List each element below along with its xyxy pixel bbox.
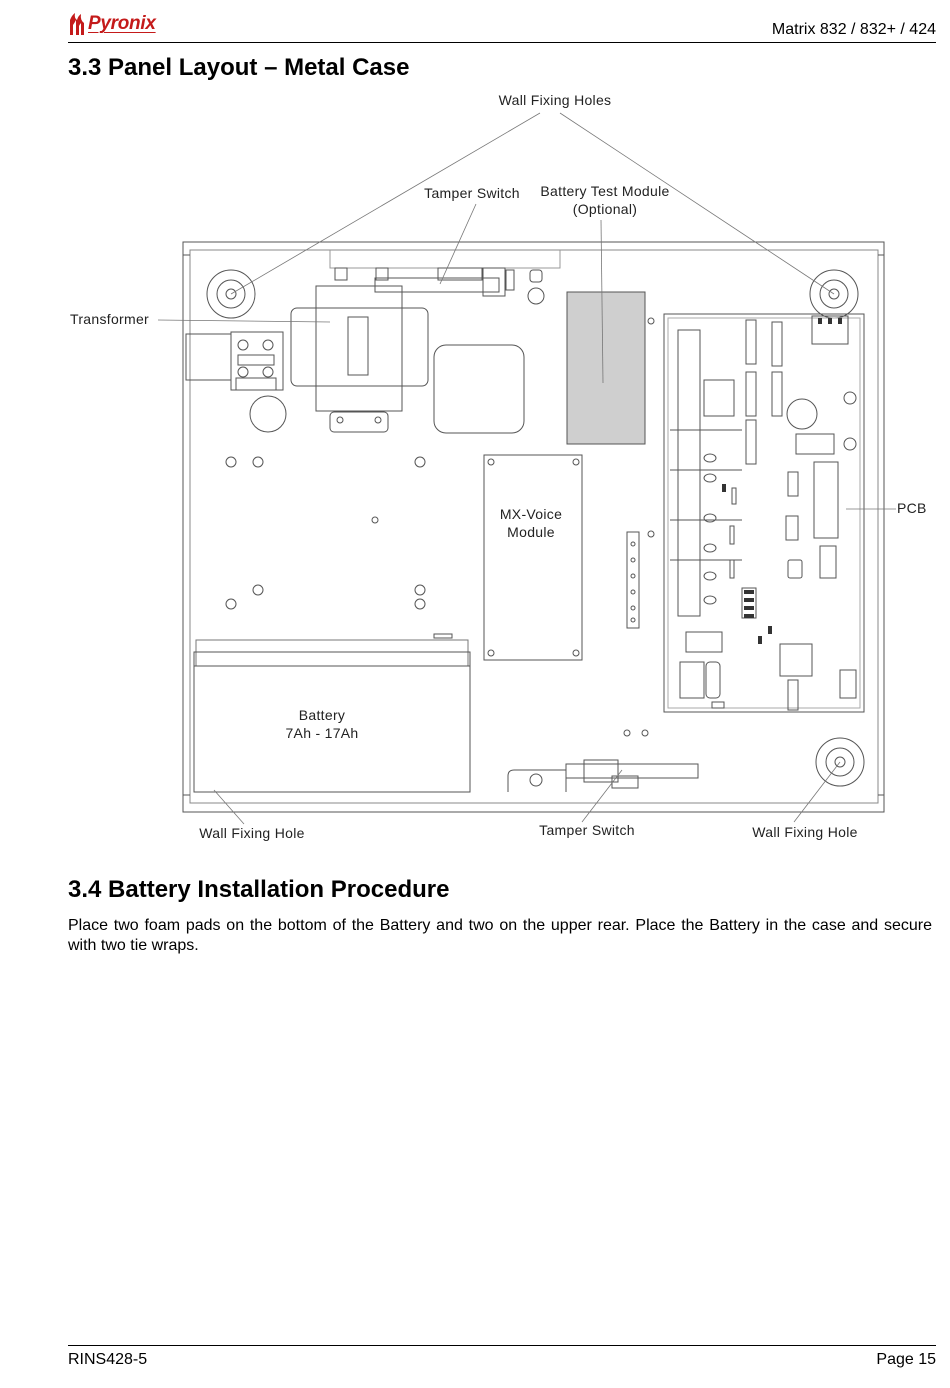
connector-strip bbox=[627, 532, 639, 628]
label-mx-voice-module: Module bbox=[507, 524, 555, 540]
page-number: Page 15 bbox=[876, 1351, 936, 1368]
label-wall-fixing-hole-right: Wall Fixing Hole bbox=[752, 824, 858, 840]
mains-terminal-drawing bbox=[186, 332, 283, 390]
battery-test-module-drawing bbox=[567, 292, 645, 444]
label-tamper-switch-top: Tamper Switch bbox=[424, 185, 520, 201]
label-wall-fixing-hole-left: Wall Fixing Hole bbox=[199, 825, 305, 841]
label-pcb: PCB bbox=[897, 500, 927, 516]
document-reference: RINS428-5 bbox=[68, 1351, 148, 1368]
brand-name: Pyronix bbox=[88, 13, 156, 34]
mounting-plate bbox=[434, 345, 524, 433]
pcb-dark-components bbox=[722, 318, 842, 644]
pyronix-logo bbox=[68, 9, 156, 39]
panel-layout-diagram bbox=[60, 86, 950, 846]
page-header bbox=[68, 6, 936, 43]
label-wall-fixing-holes: Wall Fixing Holes bbox=[498, 92, 612, 108]
leader-lines bbox=[158, 113, 896, 824]
panel-layout-heading: 3.3 Panel Layout – Metal Case bbox=[68, 54, 410, 81]
transformer-drawing bbox=[291, 286, 428, 432]
label-transformer: Transformer bbox=[70, 311, 150, 327]
top-notch bbox=[330, 250, 560, 268]
battery-installation-text: Place two foam pads on the bottom of the Battery and two on the upper rear. Place the Battery in the case and secure with two tie wraps. bbox=[68, 917, 932, 954]
page-footer bbox=[68, 1345, 936, 1376]
label-battery: Battery bbox=[298, 707, 346, 723]
label-battery-test-optional: (Optional) bbox=[572, 201, 638, 217]
flame-icon bbox=[68, 12, 86, 36]
pcb-drawing bbox=[664, 314, 864, 712]
earth-stud bbox=[250, 396, 286, 432]
label-tamper-switch-bottom: Tamper Switch bbox=[539, 822, 635, 838]
label-mx-voice: MX-Voice bbox=[499, 506, 563, 522]
label-battery-test-module: Battery Test Module bbox=[540, 183, 670, 199]
mx-voice-module-drawing bbox=[484, 455, 582, 660]
tamper-switch-bottom-drawing bbox=[508, 760, 698, 792]
battery-installation-heading: 3.4 Battery Installation Procedure bbox=[68, 876, 450, 903]
label-battery-capacity: 7Ah - 17Ah bbox=[285, 725, 359, 741]
document-title: Matrix 832 / 832+ / 424 bbox=[771, 21, 936, 38]
